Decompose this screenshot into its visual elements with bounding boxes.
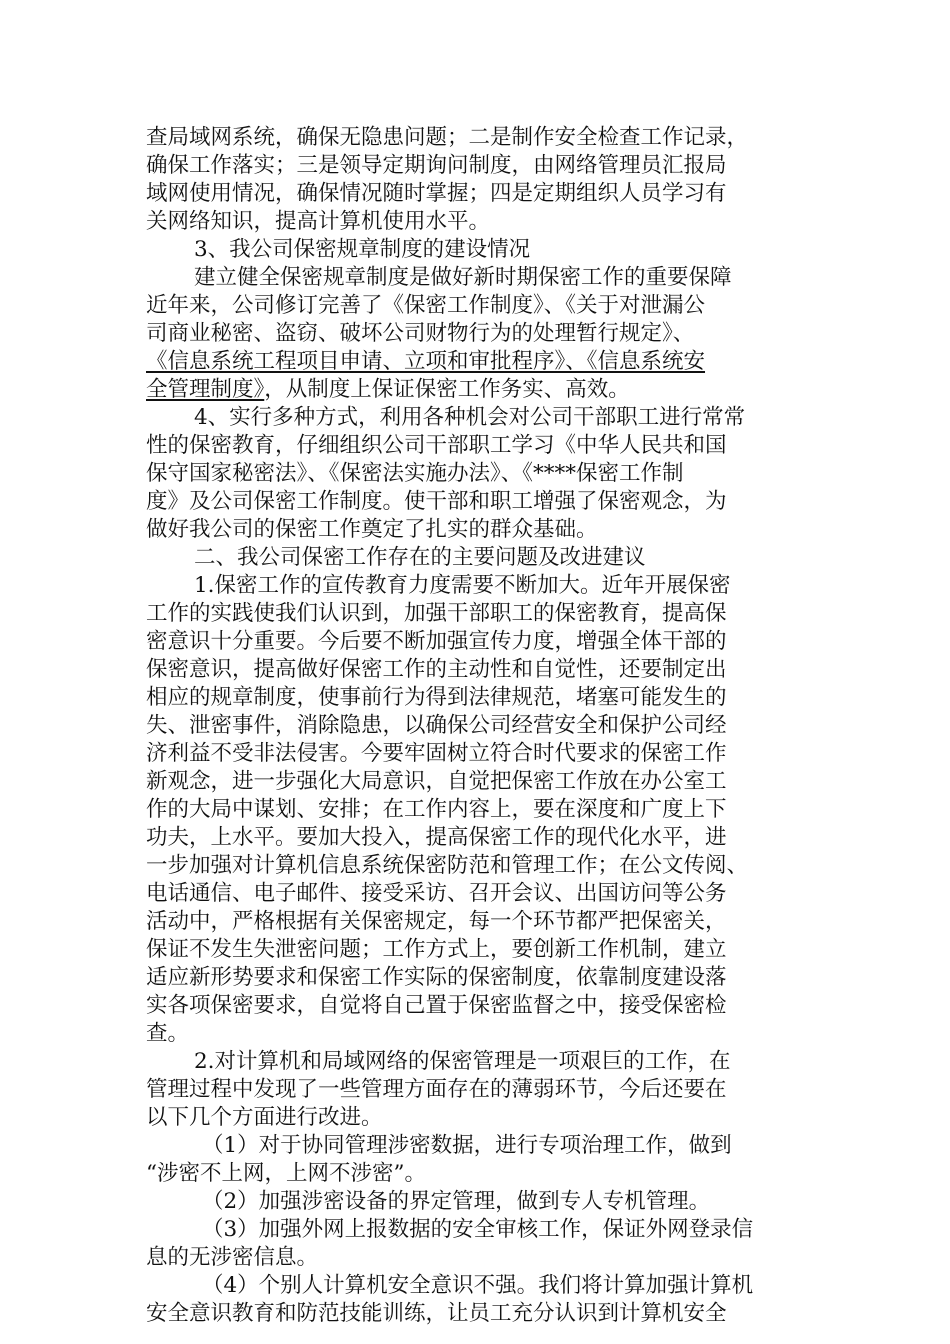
text-line: 查局域网系统，确保无隐患问题；二是制作安全检查工作记录，	[146, 125, 749, 150]
text-line: 一步加强对计算机信息系统保密防范和管理工作；在公文传阅、	[146, 853, 749, 878]
text-line: 域网使用情况，确保情况随时掌握；四是定期组织人员学习有	[146, 181, 727, 206]
text-line: 电话通信、电子邮件、接受采访、召开会议、出国访问等公务	[146, 881, 727, 906]
text-line: 保密意识，提高做好保密工作的主动性和自觉性，还要制定出	[146, 657, 727, 682]
text-line: 确保工作落实；三是领导定期询问制度，由网络管理员汇报局	[146, 153, 727, 178]
document-body	[146, 124, 810, 1328]
text-line: 1.保密工作的宣传教育力度需要不断加大。近年开展保密	[194, 573, 731, 598]
text-line: 相应的规章制度，使事前行为得到法律规范，堵塞可能发生的	[146, 685, 727, 710]
text-line: 2.对计算机和局域网络的保密管理是一项艰巨的工作，在	[194, 1049, 731, 1074]
underlined-text-line: 《信息系统工程项目申请、立项和审批程序》、《信息系统安	[146, 349, 706, 374]
section-heading: 二、我公司保密工作存在的主要问题及改进建议	[194, 545, 646, 570]
text-line: 实各项保密要求，自觉将自己置于保密监督之中，接受保密检	[146, 993, 727, 1018]
list-item: （2）加强涉密设备的界定管理，做到专人专机管理。	[202, 1189, 711, 1214]
text-line: 保证不发生失泄密问题；工作方式上，要创新工作机制，建立	[146, 937, 727, 962]
section-heading: 4、实行多种方式，利用各种机会对公司干部职工进行常常	[194, 405, 746, 430]
text-line: 以下几个方面进行改进。	[146, 1105, 383, 1130]
underlined-fragment: 全管理制度》	[146, 377, 265, 402]
text-line: 工作的实践使我们认识到，加强干部职工的保密教育，提高保	[146, 601, 727, 626]
text-line: 近年来，公司修订完善了《保密工作制度》、《关于对泄漏公	[146, 293, 706, 318]
text-line: 作的大局中谋划、安排；在工作内容上，要在深度和广度上下	[146, 797, 727, 822]
text-line: 司商业秘密、盗窃、破坏公司财物行为的处理暂行规定》、	[146, 321, 695, 346]
text-line: 性的保密教育，仔细组织公司干部职工学习《中华人民共和国	[146, 433, 727, 458]
line-remainder: ，从制度上保证保密工作务实、高效。	[264, 377, 630, 402]
text-line: 密意识十分重要。今后要不断加强宣传力度，增强全体干部的	[146, 629, 727, 654]
text-line: 关网络知识，提高计算机使用水平。	[146, 209, 491, 234]
section-heading: 3、我公司保密规章制度的建设情况	[194, 237, 531, 262]
text-line: 失、泄密事件，消除隐患，以确保公司经营安全和保护公司经	[146, 713, 727, 738]
list-item: （4）个别人计算机安全意识不强。我们将计算加强计算机	[202, 1273, 754, 1298]
text-line: “涉密不上网，上网不涉密”。	[146, 1161, 426, 1186]
mixed-underline-line	[146, 376, 810, 404]
text-line: 管理过程中发现了一些管理方面存在的薄弱环节，今后还要在	[146, 1077, 727, 1102]
text-line: 建立健全保密规章制度是做好新时期保密工作的重要保障	[194, 265, 732, 290]
text-line: 度》及公司保密工作制度。使干部和职工增强了保密观念，为	[146, 489, 727, 514]
text-line: 适应新形势要求和保密工作实际的保密制度，依靠制度建设落	[146, 965, 727, 990]
text-line: 活动中，严格根据有关保密规定，每一个环节都严把保密关，	[146, 909, 727, 934]
list-item: （1）对于协同管理涉密数据，进行专项治理工作，做到	[202, 1133, 732, 1158]
text-line: 功夫，上水平。要加大投入，提高保密工作的现代化水平，进	[146, 825, 727, 850]
text-line: 息的无涉密信息。	[146, 1245, 319, 1270]
text-line: 新观念，进一步强化大局意识，自觉把保密工作放在办公室工	[146, 769, 727, 794]
text-line: 保守国家秘密法》、《保密法实施办法》、《****保密工作制	[146, 461, 684, 486]
text-line: 查。	[146, 1021, 190, 1046]
list-item: （3）加强外网上报数据的安全审核工作，保证外网登录信	[202, 1217, 754, 1242]
text-line: 安全意识教育和防范技能训练，让员工充分认识到计算机安全	[146, 1301, 727, 1326]
text-line: 做好我公司的保密工作奠定了扎实的群众基础。	[146, 517, 598, 542]
text-line: 济利益不受非法侵害。今要牢固树立符合时代要求的保密工作	[146, 741, 727, 766]
